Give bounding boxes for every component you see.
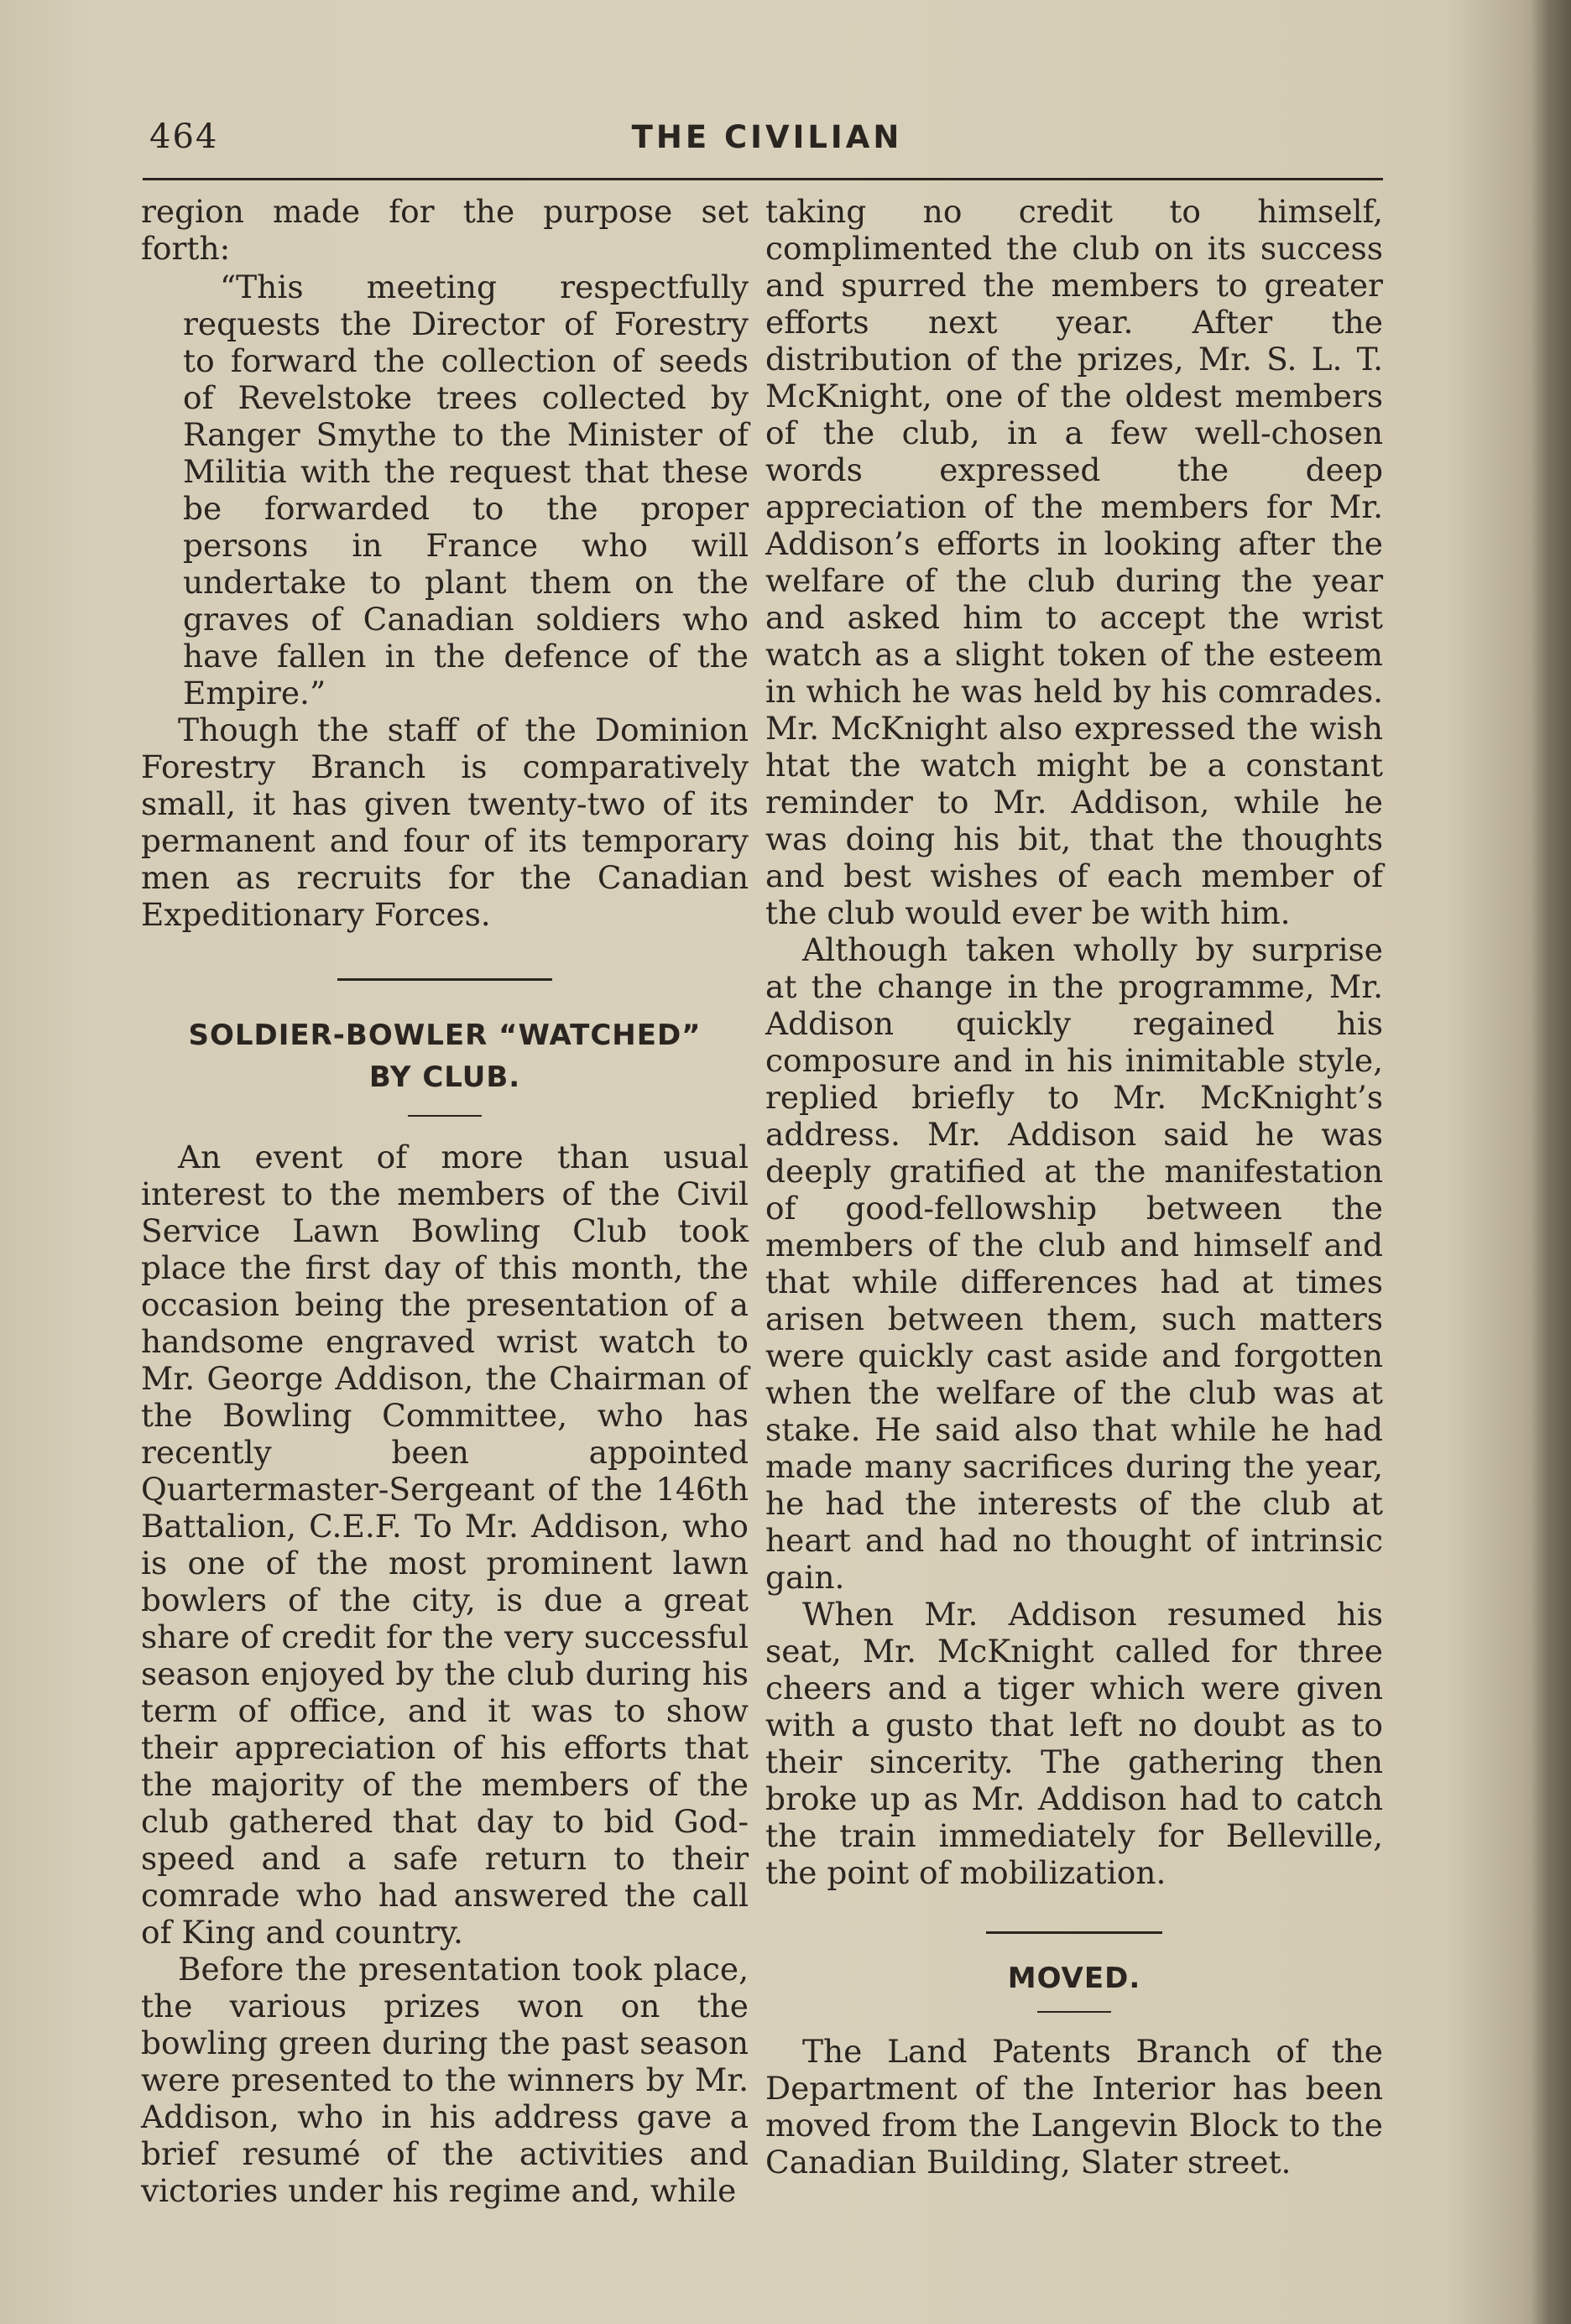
section-divider	[986, 1931, 1162, 1934]
article-title-line-1: SOLDIER-BOWLER “WATCHED”	[188, 1019, 702, 1052]
header-rule	[143, 178, 1383, 180]
paragraph: taking no credit to himself, complimented the club on its success and spurred the members to greater efforts next year. After the distribution of the prizes, Mr. S. L. T. McKnight, one of the oldest members of the club, in a few well-chosen words expressed the deep appreciation of the members for Mr. Addison’s efforts in looking after the welfare of the club during the year and asked him to accept the wrist watch as a slight token of the esteem in which he was held by his comrades. Mr. McKnight also expressed the wish htat the watch might be a constant reminder to Mr. Addison, while he was doing his bit, that the thoughts and best wishes of each member of the club would ever be with him.	[765, 193, 1383, 931]
right-column	[765, 193, 1383, 2181]
left-column	[141, 193, 749, 2209]
page-header	[149, 117, 1385, 164]
section-divider	[337, 978, 552, 981]
paragraph: When Mr. Addison resumed his seat, Mr. McKnight called for three cheers and a tiger which were given with a gusto that left no doubt as to their sincerity. The gathering then broke up as Mr. Addison had to catch the train immediately for Belleville, the point of mobilization.	[765, 1596, 1383, 1891]
paragraph: Although taken wholly by surprise at the change in the programme, Mr. Addison quickly regained his composure and in his inimitable style, replied briefly to Mr. McKnight’s address. Mr. Addison said he was deeply gratified at the manifestation of good-fellowship between the members of the club and himself and that while differences had at times arisen between them, such matters were quickly cast aside and forgotten when the welfare of the club was at stake. He said also that while he had made many sacrifices during the year, he had the interests of the club at heart and had no thought of intrinsic gain.	[765, 931, 1383, 1596]
running-title: THE CIVILIAN	[631, 119, 903, 155]
paragraph: An event of more than usual interest to the members of the Civil Service Lawn Bowling Club took place the first day of this month, the occasion being the presentation of a handsome engraved wrist watch to Mr. George Addison, the Chairman of the Bowling Committee, who has recently been appointed Quartermaster-Sergeant of the 146th Battalion, C.E.F. To Mr. Addison, who is one of the most prominent lawn bowlers of the city, is due a great share of credit for the very successful season enjoyed by the club during his term of office, and it was to show their appreciation of his efforts that the majority of the members of the club gathered that day to bid God-speed and a safe return to their comrade who had answered the call of King and country.	[141, 1139, 749, 1951]
paragraph: region made for the purpose set forth:	[141, 193, 749, 267]
title-underline	[408, 1115, 482, 1117]
title-underline	[1037, 2011, 1111, 2013]
paragraph: Before the presentation took place, the various prizes won on the bowling green during the past season were presented to the winners by Mr. Addison, who in his address gave a brief resumé of the activities and victories under his regime and, while	[141, 1951, 749, 2209]
page-binding-shadow	[1532, 0, 1571, 2324]
article-title-line-2: BY CLUB.	[368, 1060, 521, 1094]
paragraph: The Land Patents Branch of the Department of the Interior has been moved from the Langevin Block to the Canadian Building, Slater street.	[765, 2033, 1383, 2181]
paragraph: Though the staff of the Dominion Forestry Branch is comparatively small, it has given twenty-two of its permanent and four of its temporary men as recruits for the Canadian Expeditionary Forces.	[141, 711, 749, 933]
page-number: 464	[149, 117, 219, 156]
quoted-resolution: “This meeting respectfully requests the Director of Forestry to forward the collection of seeds of Revelstoke trees collected by Ranger Smythe to the Minister of Militia with the request that these be forwarded to the proper persons in France who will undertake to plant them on the graves of Canadian soldiers who have fallen in the defence of the Empire.”	[183, 268, 749, 711]
article-title	[141, 1014, 749, 1098]
moved-title: MOVED.	[1007, 1962, 1141, 1995]
